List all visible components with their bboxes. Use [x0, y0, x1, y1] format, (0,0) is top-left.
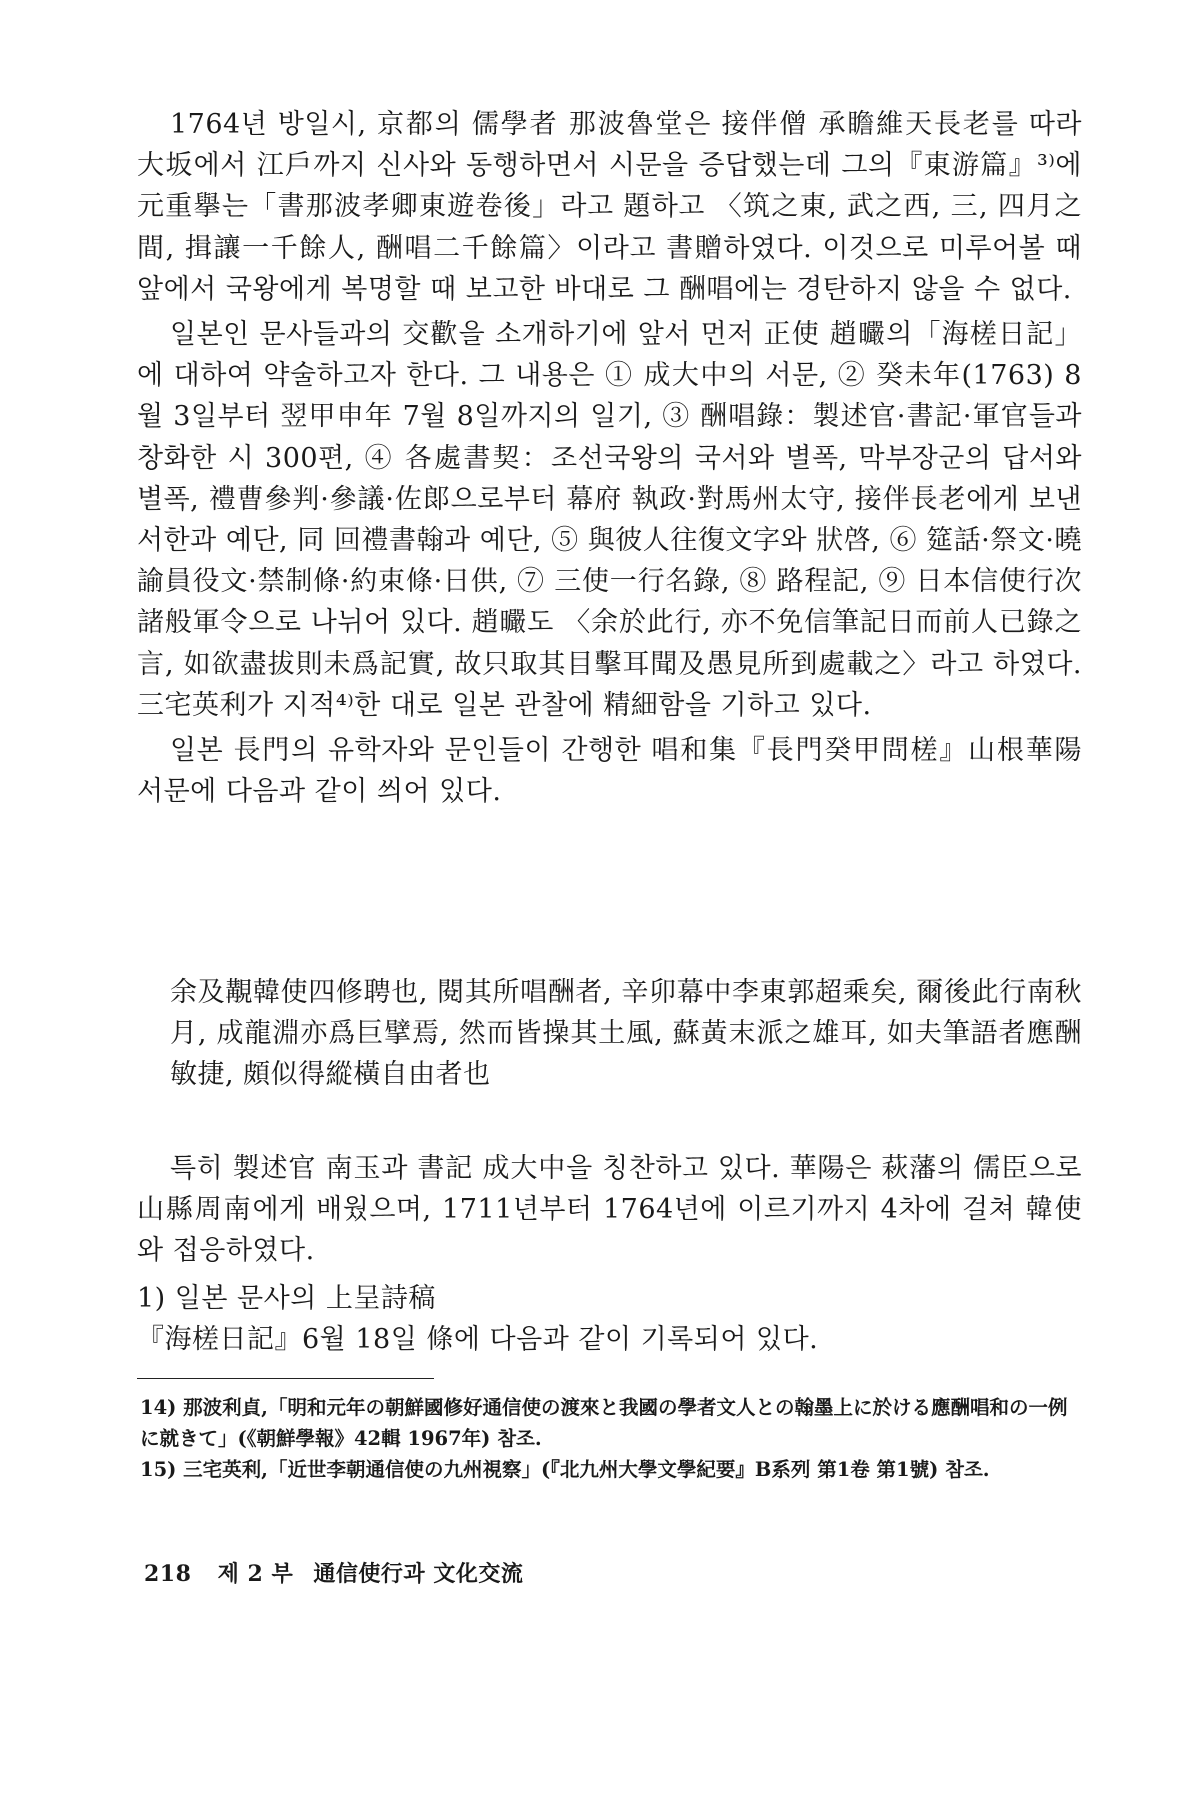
subheading: 1) 일본 문사의 上呈詩稿 — [137, 1282, 436, 1314]
block-quote: 余及覯韓使四修聘也, 閱其所唱酬者, 辛卯幕中李東郭超乘矣, 爾後此行南秋月, 成龍淵亦爲巨擘焉, 然而皆操其土風, 蘇黃末派之雄耳, 如夫筆語者應酬敏捷, 頗似得縱橫自由者也 — [170, 977, 1082, 1091]
final-line: 『海槎日記』6월 18일 條에 다음과 같이 기록되어 있다. — [137, 1323, 819, 1355]
footnote-divider — [137, 1378, 434, 1379]
page-number: 218 — [144, 1561, 192, 1587]
footnote-15: 15) 三宅英利,「近世李朝通信使の九州視察」(『北九州大學文學紀要』B系列 第1卷 第1號) 참조. — [140, 1458, 990, 1481]
part-title: 通信使行과 文化交流 — [313, 1561, 524, 1587]
paragraph-1: 1764년 방일시, 京都의 儒學者 那波魯堂은 接伴僧 承瞻維天長老를 따라 大坂에서 江戶까지 신사와 동행하면서 시문을 증답했는데 그의『東游篇』³⁾에 元重擧는「書那波孝卿東遊卷後」라고 題하고 〈筑之東, 武之西, 三, 四月之間, 揖讓一千餘人, 酬唱二千餘篇〉이라고 書贈하였다. 이것으로 미루어볼 때 앞에서 국왕에게 복명할 때 보고한 바대로 그 酬唱에는 경탄하지 않을 수 없다. — [137, 109, 1082, 305]
paragraph-2: 일본인 문사들과의 交歡을 소개하기에 앞서 먼저 正使 趙曮의「海槎日記」에 대하여 약술하고자 한다. 그 내용은 ① 成大中의 서문, ② 癸未年(1763) 8월 3일부터 翌甲申年 7월 8일까지의 일기, ③ 酬唱錄：製述官·書記·軍官들과 창화한 시 300편, ④ 各處書契：조선국왕의 국서와 별폭, 막부장군의 답서와 별폭, 禮曹參判·參議·佐郞으로부터 幕府 執政·對馬州太守, 接伴長老에게 보낸 서한과 예단, 同 回禮書翰과 예단, ⑤ 與彼人往復文字와 狀啓, ⑥ 筵話·祭文·曉諭員役文·禁制條·約束條·日供, ⑦ 三使一行名錄, ⑧ 路程記, ⑨ 日本信使行次諸般軍令으로 나뉘어 있다. 趙曮도 〈余於此行, 亦不免信筆記日而前人已錄之言, 如欲盡拔則未爲記實, 故只取其目擊耳聞及愚見所到處載之〉라고 하였다. 三宅英利가 지적⁴⁾한 대로 일본 관찰에 精細함을 기하고 있다. — [137, 319, 1082, 721]
page-footer — [144, 1557, 523, 1588]
main-text — [137, 104, 1082, 812]
footnote-14: 14) 那波利貞,「明和元年の朝鮮國修好通信使の渡來と我國の學者文人との翰墨上に於ける應酬唱和の一例に就きて」(《朝鮮學報》42輯 1967年) 참조. — [140, 1396, 1068, 1450]
footnotes — [140, 1392, 1082, 1485]
part-label: 제 2 부 — [217, 1561, 294, 1587]
paragraph-3: 일본 長門의 유학자와 문인들이 간행한 唱和集『長門癸甲問槎』山根華陽 서문에 다음과 같이 씌어 있다. — [137, 735, 1082, 808]
after-quote-section — [137, 1148, 1082, 1360]
paragraph-4: 특히 製述官 南玉과 書記 成大中을 칭찬하고 있다. 華陽은 萩藩의 儒臣으로 山縣周南에게 배웠으며, 1711년부터 1764년에 이르기까지 4차에 걸쳐 韓使와 접응하였다. — [137, 1153, 1082, 1267]
